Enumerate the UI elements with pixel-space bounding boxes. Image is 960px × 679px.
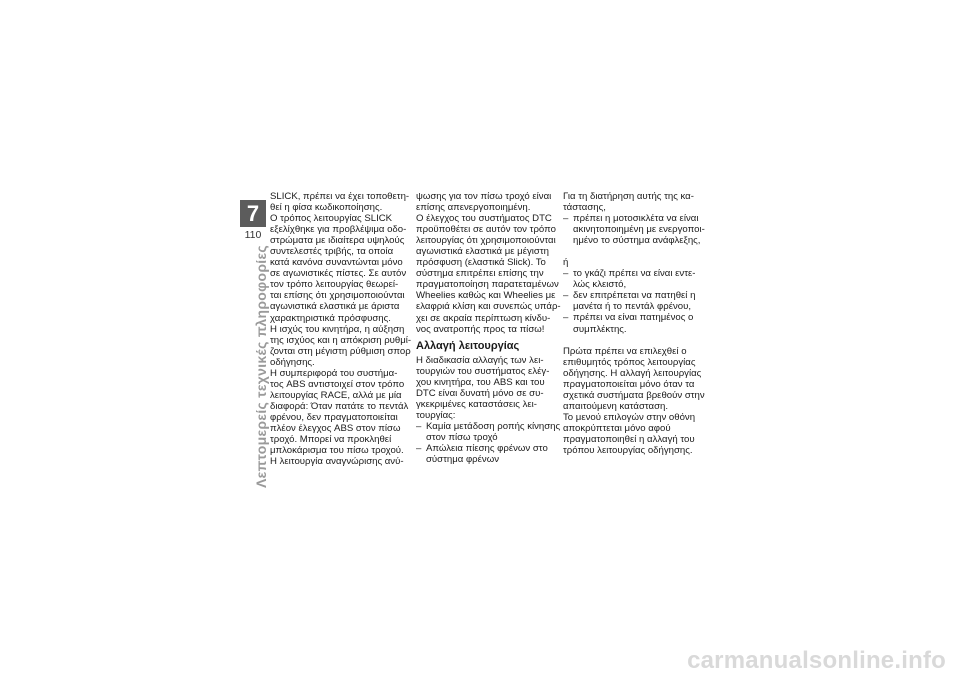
list-dash: – (563, 213, 569, 225)
list-dash: – (416, 420, 422, 432)
text-line: σχετικά συστήματα βρεθούν στην (563, 389, 705, 401)
list-item-line (416, 420, 561, 432)
text-line: συντελεστές τριβής, τα οποία (270, 246, 394, 258)
list-item-line (563, 224, 703, 235)
section-heading: Αλλαγή λειτουργίας (416, 339, 520, 352)
text-line: διαφορά: Όταν πατάτε το πεντάλ (270, 400, 409, 412)
text-line: αγωνιστικά ελαστικά με μέγιστη (416, 246, 549, 258)
text-line: πρόσφυση (ελαστικά Slick). Το (416, 257, 546, 269)
list-item-line (563, 290, 703, 301)
list-item-text: δεν επιτρέπεται να πατηθεί η (573, 290, 696, 302)
text-line: εξελίχθηκε για προβλέψιμα οδο- (270, 224, 407, 236)
text-line: τροχό. Μπορεί να προκληθεί (270, 434, 392, 446)
text-line: DTC είναι δυνατή μόνο σε συ- (416, 387, 544, 399)
text-line: νος ανατροπής προς τα πίσω! (416, 323, 545, 335)
text-line: στρώματα με ιδιαίτερα υψηλούς (270, 235, 405, 247)
text-line: της ισχύος και η απόκριση ρυθμί- (270, 334, 412, 346)
text-line: σύστημα επιτρέπει επίσης την (416, 268, 544, 280)
text-line: θεί η φίσα κωδικοποίησης. (270, 202, 383, 214)
text-line: Η λειτουργία αναγνώρισης ανύ- (270, 456, 404, 468)
text-line: Το μενού επιλογών στην οθόνη (563, 411, 696, 423)
text-line: Η ισχύς του κινητήρα, η αύξηση (270, 323, 405, 335)
text-line: τουργιών του συστήματος ελέγ- (416, 365, 550, 377)
text-line: ται επίσης ότι χρησιμοποιούνται (270, 290, 405, 302)
text-line: μπλοκάρισμα του πίσω τροχού. (270, 445, 404, 457)
text-line: απαιτούμενη κατάσταση. (563, 400, 669, 412)
text-line: γκεκριμένες καταστάσεις λει- (416, 398, 537, 410)
list-dash: – (563, 290, 569, 302)
list-item-line (563, 301, 703, 312)
list-item-line (563, 324, 703, 335)
text-line: SLICK, πρέπει να έχει τοποθετη- (270, 191, 410, 202)
text-line: προϋποθέτει σε αυτόν τον τρόπο (416, 224, 556, 236)
list-item-text: το γκάζι πρέπει να είναι εντε- (573, 268, 696, 280)
list-item-text: πρέπει η μοτοσικλέτα να είναι (573, 213, 699, 225)
text-line: τρόπου λειτουργίας οδήγησης. (563, 444, 693, 456)
list-item-text: μανέτα ή το πεντάλ φρένου, (573, 301, 692, 313)
page-number: 110 (244, 229, 262, 241)
text-line: ψωσης για τον πίσω τροχό είναι (416, 191, 552, 202)
list-item-text: σύστημα φρένων (426, 454, 499, 466)
text-line: σε αγωνιστικές πίστες. Σε αυτόν (270, 268, 407, 280)
list-dash: – (563, 268, 569, 280)
bullet-list (563, 213, 703, 246)
text-line: Ο έλεγχος του συστήματος DTC (416, 213, 552, 225)
list-item-line (563, 213, 703, 224)
text-line: Για τη διατήρηση αυτής της κα- (563, 191, 694, 202)
paragraph-block (563, 191, 703, 213)
bullet-list (416, 420, 561, 466)
list-item-text: ημένο το σύστημα ανάφλεξης, (573, 235, 701, 247)
text-column-2 (416, 191, 561, 466)
text-line: οδήγησης. (270, 356, 315, 368)
text-line: λειτουργίας ότι χρησιμοποιούνται (416, 235, 556, 247)
list-item-text: ακινητοποιημένη με ενεργοποι- (573, 224, 705, 236)
text-line: Η διαδικασία αλλαγής των λει- (416, 354, 544, 366)
text-line: τάστασης, (563, 202, 606, 214)
list-item-text: συμπλέκτης. (573, 323, 627, 335)
text-line: χαρακτηριστικά πρόσφυσης. (270, 312, 391, 324)
list-item-line (563, 268, 703, 279)
list-item-line (563, 279, 703, 290)
paragraph-block (416, 355, 556, 421)
list-item-text: πρέπει να είναι πατημένος ο (573, 312, 694, 324)
chapter-number-tab: 7 (240, 200, 266, 227)
list-item-line (563, 312, 703, 323)
list-item-text: λώς κλειστό, (573, 279, 627, 291)
text-line: Wheelies καθώς και Wheelies με (416, 290, 556, 302)
watermark: carmanualsonline.info (687, 647, 946, 674)
or-text: ή (563, 257, 569, 269)
text-line: επίσης απενεργοποιημένη. (416, 202, 531, 214)
text-line: τον τρόπο λειτουργίας θεωρεί- (270, 279, 399, 291)
list-dash: – (416, 442, 422, 454)
text-column-3 (563, 191, 703, 456)
list-dash: – (563, 312, 569, 324)
text-line: επιθυμητός τρόπος λειτουργίας (563, 356, 696, 368)
text-line: πλέον έλεγχος ABS στον πίσω (270, 422, 401, 434)
text-line: χου κινητήρα, του ABS και του (416, 376, 545, 388)
list-item-line (416, 454, 556, 465)
list-item-text: στον πίσω τροχό (426, 431, 498, 443)
chapter-side-title: Λεπτομερείς τεχνικές πληροφορίες (253, 245, 269, 488)
text-line: ελαφριά κλίση και συνεπώς υπάρ- (416, 301, 561, 313)
text-line: φρένου, δεν πραγματοποιείται (270, 411, 398, 423)
text-line: χει σε ακραία περίπτωση κίνδυ- (416, 312, 551, 324)
text-line: τος ABS αντιστοιχεί στον τρόπο (270, 378, 405, 390)
text-line: πραγματοποίηση παρατεταμένων (416, 279, 559, 291)
list-item-text: Καμία μετάδοση ροπής κίνησης (426, 420, 561, 432)
text-column-1 (270, 191, 410, 467)
bullet-list (563, 268, 703, 334)
text-line: Πρώτα πρέπει να επιλεχθεί ο (563, 345, 687, 357)
text-line: οδήγησης. Η αλλαγή λειτουργίας (563, 367, 702, 379)
list-item-line (416, 432, 556, 443)
text-line: λειτουργίας RACE, αλλά με μία (270, 389, 402, 401)
text-line: ζονται στη μέγιστη ρύθμιση σπορ (270, 345, 411, 357)
text-line: αγωνιστικά ελαστικά με άριστα (270, 301, 400, 313)
text-line: Ο τρόπος λειτουργίας SLICK (270, 213, 393, 225)
paragraph-block (416, 191, 561, 335)
paragraph-block (563, 346, 703, 456)
text-line: κατά κανόνα συναντώνται μόνο (270, 257, 403, 269)
text-line: τουργίας: (416, 409, 456, 421)
list-item-line (563, 235, 703, 246)
text-line: πραγματοποιηθεί η αλλαγή του (563, 433, 695, 445)
list-item-line (416, 443, 556, 454)
text-line: Η συμπεριφορά του συστήμα- (270, 367, 398, 379)
list-item-text: Απώλεια πίεσης φρένων στο (426, 442, 548, 454)
text-line: αποκρύπτεται μόνο αφού (563, 422, 671, 434)
text-line: πραγματοποιείται μόνο όταν τα (563, 378, 695, 390)
